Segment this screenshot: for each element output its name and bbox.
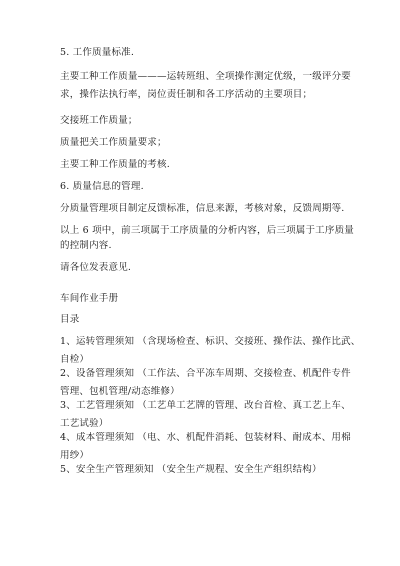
text-line: 用纱） [60,450,90,461]
toc-item-2 [60,368,360,398]
toc-item-4 [60,432,360,462]
summary-paragraph [60,225,360,237]
text-line: 质量把关工作质量要求； [60,137,167,148]
toc-item-1 [60,336,360,366]
table-of-contents-heading [60,314,360,326]
text-line: 交接班工作质量； [60,115,138,126]
text-line: 6. 质量信息的管理. [60,181,144,192]
text-line: 2、设备管理须知 （工作法、合平冻车周期、交接检查、机配件专件 [60,368,351,379]
manual-title [60,293,360,305]
toc-item-3 [60,400,360,430]
quality-assessment-line [60,159,360,171]
section-5-heading [60,47,360,59]
text-line: 求，操作法执行率，岗位责任制和各工序活动的主要项目； [60,89,313,100]
summary-paragraph-continued [60,240,360,252]
main-work-quality-paragraph [60,71,360,101]
text-line: 主要工种工作质量的考核. [60,159,170,170]
quality-check-line [60,137,360,149]
text-line: 的控制内容. [60,240,112,251]
text-line: 工艺试验） [60,418,109,429]
feedback-standard-line [60,203,360,215]
text-line: 自检） [60,354,90,365]
shift-quality-line [60,115,360,127]
text-line: 管理、包机管理/动态维修） [60,386,180,397]
text-line: 目录 [60,314,80,325]
text-line: 1、运转管理须知 （含现场检查、标识、交接班、操作法、操作比武、 [60,336,360,347]
text-line: 以上 6 项中，前三项属于工序质量的分析内容，后三项属于工序质量 [60,225,354,236]
text-line: 3、工艺管理须知 （工艺单工艺牌的管理、改台首检、真工艺上车、 [60,400,351,411]
toc-item-5 [60,464,360,476]
text-line: 5、安全生产管理须知 （安全生产规程、安全生产组织结构） [60,464,322,475]
section-6-heading [60,181,360,193]
request-opinions-line [60,262,360,274]
text-line: 车间作业手册 [60,293,119,304]
text-line: 4、成本管理须知 （电、水、机配件消耗、包装材料、耐成本、用棉 [60,432,351,443]
text-line: 分质量管理项目制定反馈标准，信息来源，考核对象，反馈周期等. [60,203,345,214]
text-line: 主要工种工作质量———运转班组、全项操作测定优级，一级评分要 [60,71,352,82]
text-line: 5. 工作质量标准. [60,47,135,58]
text-line: 请各位发表意见. [60,262,132,273]
